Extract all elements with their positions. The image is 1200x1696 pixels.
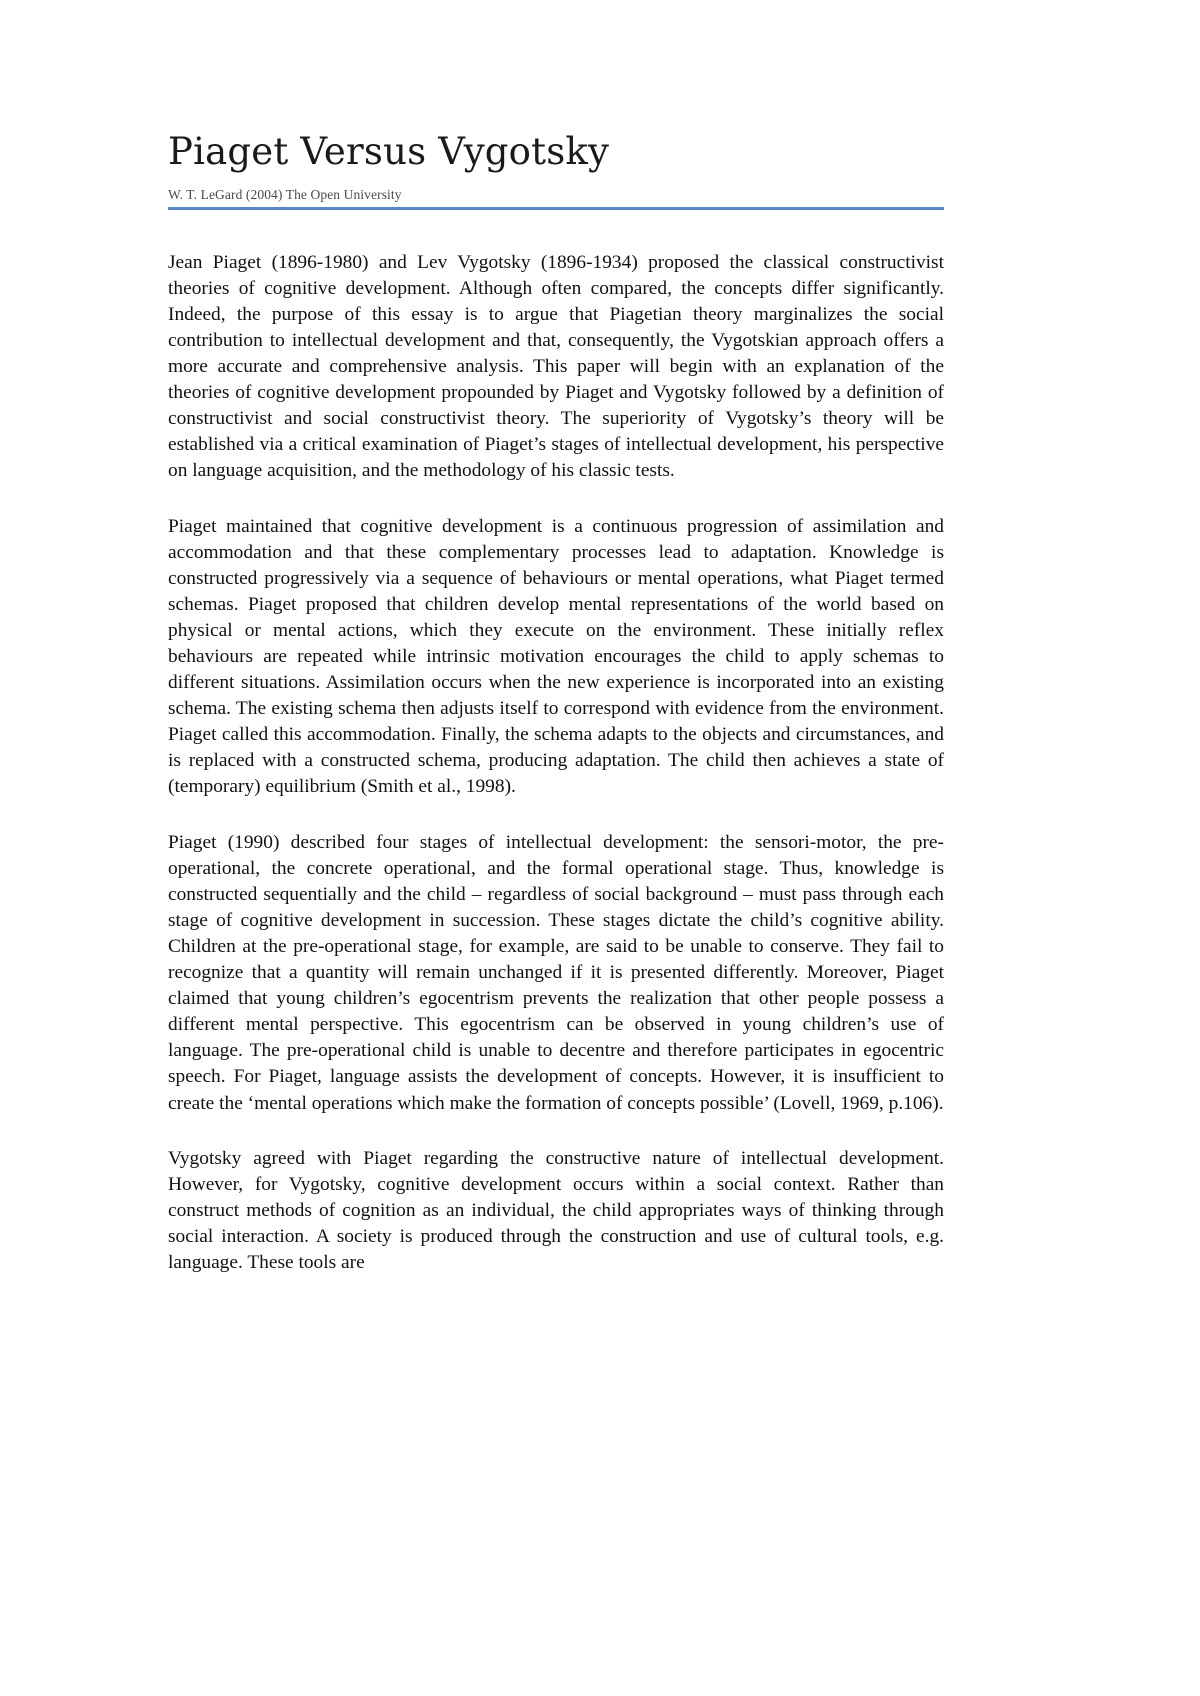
paragraph: Piaget maintained that cognitive development is a continuous progression of assimilation and accommodation and that these complementary processes lead to adaptation. Knowledge is constructed progressively via a sequence of behaviours or mental operations, what Piaget termed schemas. Piaget proposed that children develop mental representations of the world based on physical or mental actions, which they execute on the environment. These initially reflex behaviours are repeated while intrinsic motivation encourages the child to apply schemas to different situations. Assimilation occurs when the new experience is incorporated into an existing schema. The existing schema then adjusts itself to correspond with evidence from the environment. Piaget called this accommodation. Finally, the schema adapts to the objects and circumstances, and is replaced with a constructed schema, producing adaptation. The child then achieves a state of (temporary) equilibrium (Smith et al., 1998). (168, 515, 944, 798)
paragraph: Piaget (1990) described four stages of intellectual development: the sensori-motor, the pre-operational, the concrete operational, and the formal operational stage. Thus, knowledge is constructed sequentially and the child – regardless of social background – must pass through each stage of cognitive development in succession. These stages dictate the child’s cognitive ability. Children at the pre-operational stage, for example, are said to be unable to conserve. They fail to recognize that a quantity will remain unchanged if it is presented differently. Moreover, Piaget claimed that young children’s egocentrism prevents the realization that other people possess a different mental perspective. This egocentrism can be observed in young children’s use of language. The pre-operational child is unable to decentre and therefore participates in egocentric speech. For Piaget, language assists the development of concepts. However, it is insufficient to create the ‘mental operations which make the formation of concepts possible’ (Lovell, 1969, p.106). (168, 831, 944, 1114)
paragraph: Vygotsky agreed with Piaget regarding the constructive nature of intellectual development. However, for Vygotsky, cognitive development occurs within a social context. Rather than construct methods of cognition as an individual, the child appropriates ways of thinking through social interaction. A society is produced through the construction and use of cultural tools, e.g. language. These tools are (168, 1147, 944, 1273)
page-title: Piaget Versus Vygotsky (168, 130, 610, 173)
title-divider (168, 207, 944, 210)
paragraph: Jean Piaget (1896-1980) and Lev Vygotsky (1896-1934) proposed the classical constructivist theories of cognitive development. Although often compared, the concepts differ significantly. Indeed, the purpose of this essay is to argue that Piagetian theory marginalizes the social contribution to intellectual development and that, consequently, the Vygotskian approach offers a more accurate and comprehensive analysis. This paper will begin with an explanation of the theories of cognitive development propounded by Piaget and Vygotsky followed by a definition of constructivist and social constructivist theory. The superiority of Vygotsky’s theory will be established via a critical examination of Piaget’s stages of intellectual development, his perspective on language acquisition, and the methodology of his classic tests. (168, 251, 944, 482)
document-content (168, 132, 944, 1276)
document-body (168, 250, 944, 1276)
document-byline: W. T. LeGard (2004) The Open University (168, 186, 402, 202)
